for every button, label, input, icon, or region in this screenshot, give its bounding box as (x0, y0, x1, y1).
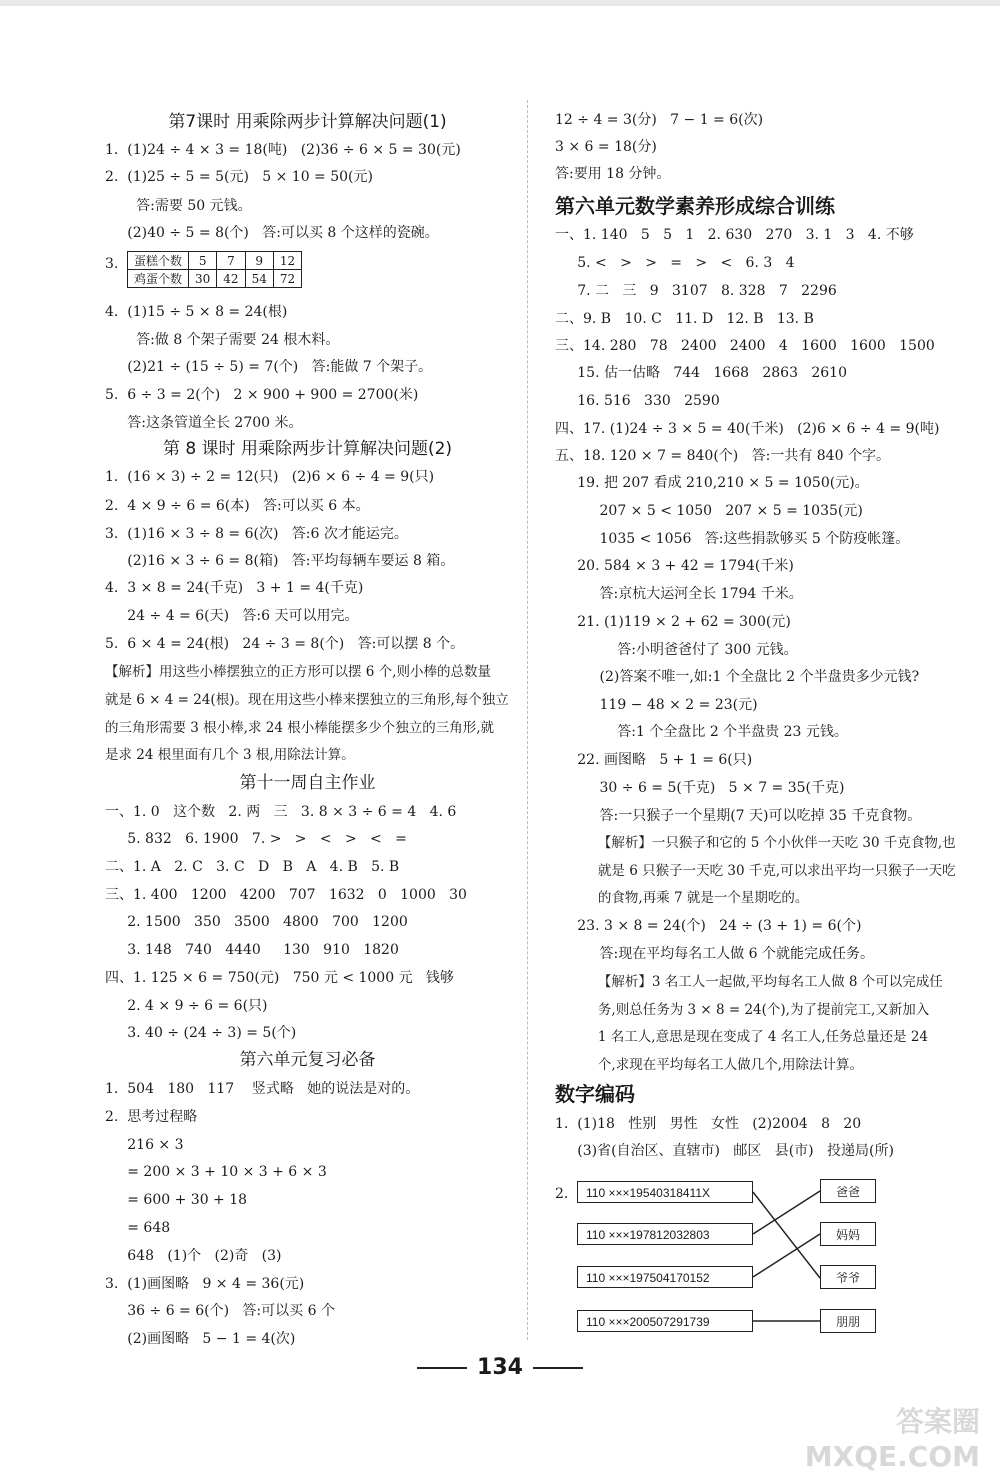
answer-line: 1. (1)18 性别 男性 女性 (2)2004 8 20 (555, 1116, 862, 1132)
answer-line: 30 ÷ 6 = 5(千克) 5 × 7 = 35(千克) (555, 780, 845, 796)
answer-line: 四、1. 125 × 6 = 750(元) 750 元 < 1000 元 钱够 (105, 970, 454, 986)
relation-box: 妈妈 (820, 1222, 876, 1246)
answer-line: 12 ÷ 4 = 3(分) 7 − 1 = 6(次) (555, 112, 764, 128)
answer-line: = 600 + 30 + 18 (105, 1192, 248, 1208)
matching-lines (555, 1165, 955, 1345)
answer-line: 216 × 3 (105, 1137, 184, 1153)
answer-line: (3)省(自治区、直辖市) 邮区 县(市) 投递局(所) (555, 1143, 894, 1159)
answer-line: 20. 584 × 3 + 42 = 1794(千米) (555, 558, 794, 574)
answer-line: 答:这条管道全长 2700 米。 (105, 415, 303, 431)
answer-line: 二、9. B 10. C 11. D 12. B 13. B (555, 311, 814, 327)
unit6-review-title: 第六单元复习必备 (239, 1050, 376, 1070)
eggs-table (127, 251, 302, 288)
answer-line: (2)21 ÷ (15 ÷ 5) = 7(个) 答:能做 7 个架子。 (105, 359, 433, 375)
answer-line: = 200 × 3 + 10 × 3 + 6 × 3 (105, 1164, 327, 1180)
answer-line: 答:做 8 个架子需要 24 根木料。 (105, 332, 340, 348)
explanation-line: 的食物,再乘 7 就是一个星期吃的。 (555, 890, 809, 906)
relation-box: 爸爸 (820, 1179, 876, 1203)
table-cell: 鸡蛋个数 (128, 270, 189, 288)
answer-line: 1. (1)24 ÷ 4 × 3 = 18(吨) (2)36 ÷ 6 × 5 = 30(元) (105, 142, 461, 158)
table-cell: 54 (245, 270, 273, 288)
explanation-line: 是求 24 根里面有几个 3 根,用除法计算。 (105, 747, 355, 763)
answer-line: 23. 3 × 8 = 24(个) 24 ÷ (3 + 1) = 6(个) (555, 918, 862, 934)
answer-line: 2. 4 × 9 ÷ 6 = 6(只) (105, 998, 268, 1014)
answer-line: 三、14. 280 78 2400 2400 4 1600 1600 1500 (555, 338, 935, 354)
answer-line: 21. (1)119 × 2 + 62 = 300(元) (555, 614, 791, 630)
lesson7-title: 第7课时 用乘除两步计算解决问题(1) (168, 112, 447, 132)
watermark: 答案圈 MXQE.COM (804, 1405, 980, 1473)
answer-line: 2. 1500 350 3500 4800 700 1200 (105, 914, 408, 930)
match-line (753, 1192, 820, 1278)
answer-line: 2. (1)25 ÷ 5 = 5(元) 5 × 10 = 50(元) (105, 169, 373, 185)
week11-title: 第十一周自主作业 (239, 773, 376, 793)
explanation-line: 【解析】用这些小棒摆独立的正方形可以摆 6 个,则小棒的总数量 (105, 664, 491, 680)
answer-line: 3. 148 740 4440 130 910 1820 (105, 942, 399, 958)
answer-line: = 648 (105, 1220, 171, 1236)
match-line (753, 1191, 820, 1234)
answer-line: 2. (555, 1186, 569, 1202)
lesson8-title: 第 8 课时 用乘除两步计算解决问题(2) (162, 439, 453, 459)
id-number-box: 110 ×××197812032803 (577, 1223, 753, 1245)
table-cell: 蛋糕个数 (128, 252, 189, 270)
answer-line: 2. 4 × 9 ÷ 6 = 6(本) 答:可以买 6 本。 (105, 498, 370, 514)
answer-line: 3. (1)画图略 9 × 4 = 36(元) (105, 1276, 305, 1292)
explanation-line: 1 名工人,意思是现在变成了 4 名工人,任务总量还是 24 (555, 1029, 929, 1045)
answer-line: (2)答案不唯一,如:1 个全盘比 2 个半盘贵多少元钱? (555, 669, 920, 685)
answer-line: 7. 二 三 9 3107 8. 328 7 2296 (555, 283, 837, 299)
answer-line: 207 × 5 < 1050 207 × 5 = 1035(元) (555, 503, 863, 519)
answer-line: 答:现在平均每名工人做 6 个就能完成任务。 (555, 946, 875, 962)
answer-line: 5. 6 × 4 = 24(根) 24 ÷ 3 = 8(个) 答:可以摆 8 个。 (105, 636, 465, 652)
answer-line: 4. 3 × 8 = 24(千克) 3 + 1 = 4(千克) (105, 580, 364, 596)
answer-line: 1. 504 180 117 竖式略 她的说法是对的。 (105, 1081, 420, 1097)
answer-line: 3. (1)16 × 3 ÷ 8 = 6(次) 答:6 次才能运完。 (105, 526, 408, 542)
unit6-training-title: 第六单元数学素养形成综合训练 (555, 194, 835, 218)
explanation-line: 【解析】3 名工人一起做,平均每名工人做 8 个可以完成任 (555, 974, 943, 990)
table-cell: 9 (245, 252, 273, 270)
table-row (128, 252, 302, 270)
explanation-line: 就是 6 × 4 = 24(根)。现在用这些小棒来摆独立的三角形,每个独立 (105, 692, 509, 708)
answer-line: 3 × 6 = 18(分) (555, 139, 657, 155)
answer-line: 3. 40 ÷ (24 ÷ 3) = 5(个) (105, 1025, 297, 1041)
table-cell: 7 (217, 252, 245, 270)
answer-line: 答:一只猴子一个星期(7 天)可以吃掉 35 千克食物。 (555, 808, 922, 824)
answer-line: 四、17. (1)24 ÷ 3 × 5 = 40(千米) (2)6 × 6 ÷ 4 = 9(吨) (555, 421, 940, 437)
explanation-line: 的三角形需要 3 根小棒,求 24 根小棒能摆多少个独立的三角形,就 (105, 720, 495, 736)
explanation-line: 个,求现在平均每名工人做几个,用除法计算。 (555, 1057, 863, 1073)
table-cell: 12 (273, 252, 301, 270)
table-row (128, 270, 302, 288)
answer-line: 答:1 个全盘比 2 个半盘贵 23 元钱。 (555, 724, 848, 740)
explanation-line: 【解析】一只猴子和它的 5 个小伙伴一天吃 30 千克食物,也 (555, 835, 956, 851)
answer-line: (2)16 × 3 ÷ 6 = 8(箱) 答:平均每辆车要运 8 箱。 (105, 553, 455, 569)
answer-line: 答:需要 50 元钱。 (105, 198, 252, 214)
answer-line: 五、18. 120 × 7 = 840(个) 答:一共有 840 个字。 (555, 448, 890, 464)
match-line (753, 1234, 820, 1277)
answer-line: 24 ÷ 4 = 6(天) 答:6 天可以用完。 (105, 608, 359, 624)
answer-line: 答:京杭大运河全长 1794 千米。 (555, 586, 803, 602)
answer-line: 1. (16 × 3) ÷ 2 = 12(只) (2)6 × 6 ÷ 4 = 9(只) (105, 469, 435, 485)
column-divider (527, 100, 528, 1340)
explanation-line: 就是 6 只猴子一天吃 30 千克,可以求出平均一只猴子一天吃 (555, 863, 956, 879)
answer-line: 答:小明爸爸付了 300 元钱。 (555, 642, 798, 658)
answer-line: 4. (1)15 ÷ 5 × 8 = 24(根) (105, 304, 288, 320)
answer-line: 5. 832 6. 1900 7. > > < > < = (105, 831, 407, 847)
answer-line: 三、1. 400 1200 4200 707 1632 0 1000 30 (105, 887, 467, 903)
table-cell: 5 (189, 252, 217, 270)
table-cell: 30 (189, 270, 217, 288)
answer-line: (2)画图略 5 − 1 = 4(次) (105, 1331, 296, 1347)
id-number-box: 110 ×××19540318411X (577, 1181, 753, 1203)
answer-line: 19. 把 207 看成 210,210 × 5 = 1050(元)。 (555, 475, 869, 491)
table-cell: 72 (273, 270, 301, 288)
answer-line: 15. 估一估略 744 1668 2863 2610 (555, 365, 847, 381)
answer-line: 119 − 48 × 2 = 23(元) (555, 697, 758, 713)
answer-line: 5. 6 ÷ 3 = 2(个) 2 × 900 + 900 = 2700(米) (105, 387, 419, 403)
table-cell: 42 (217, 270, 245, 288)
answer-line: 3. (105, 256, 119, 272)
relation-box: 爷爷 (820, 1265, 876, 1289)
answer-line: (2)40 ÷ 5 = 8(个) 答:可以买 8 个这样的瓷碗。 (105, 225, 439, 241)
page-number-text: 134 (477, 1355, 523, 1380)
id-number-box: 110 ×××200507291739 (577, 1310, 753, 1332)
explanation-line: 务,则总任务为 3 × 8 = 24(个),为了提前完工,又新加入 (555, 1002, 930, 1018)
answer-line: 16. 516 330 2590 (555, 393, 720, 409)
top-border (0, 0, 1000, 6)
answer-line: 答:要用 18 分钟。 (555, 166, 671, 182)
id-number-box: 110 ×××197504170152 (577, 1266, 753, 1288)
answer-line: 一、1. 140 5 5 1 2. 630 270 3. 1 3 4. 不够 (555, 227, 914, 243)
answer-line: 二、1. A 2. C 3. C D B A 4. B 5. B (105, 859, 400, 875)
answer-line: 648 (1)个 (2)奇 (3) (105, 1248, 282, 1264)
answer-line: 1035 < 1056 答:这些捐款够买 5 个防疫帐篷。 (555, 531, 910, 547)
answer-line: 36 ÷ 6 = 6(个) 答:可以买 6 个 (105, 1303, 335, 1319)
relation-box: 朋朋 (820, 1309, 876, 1333)
answer-line: 2. 思考过程略 (105, 1109, 198, 1125)
digital-coding-title: 数字编码 (555, 1082, 635, 1106)
answer-line: 5. < > > = > < 6. 3 4 (555, 255, 795, 271)
answer-line: 一、1. 0 这个数 2. 两 三 3. 8 × 3 ÷ 6 = 4 4. 6 (105, 804, 457, 820)
page-number (0, 1355, 1000, 1380)
answer-line: 22. 画图略 5 + 1 = 6(只) (555, 752, 753, 768)
